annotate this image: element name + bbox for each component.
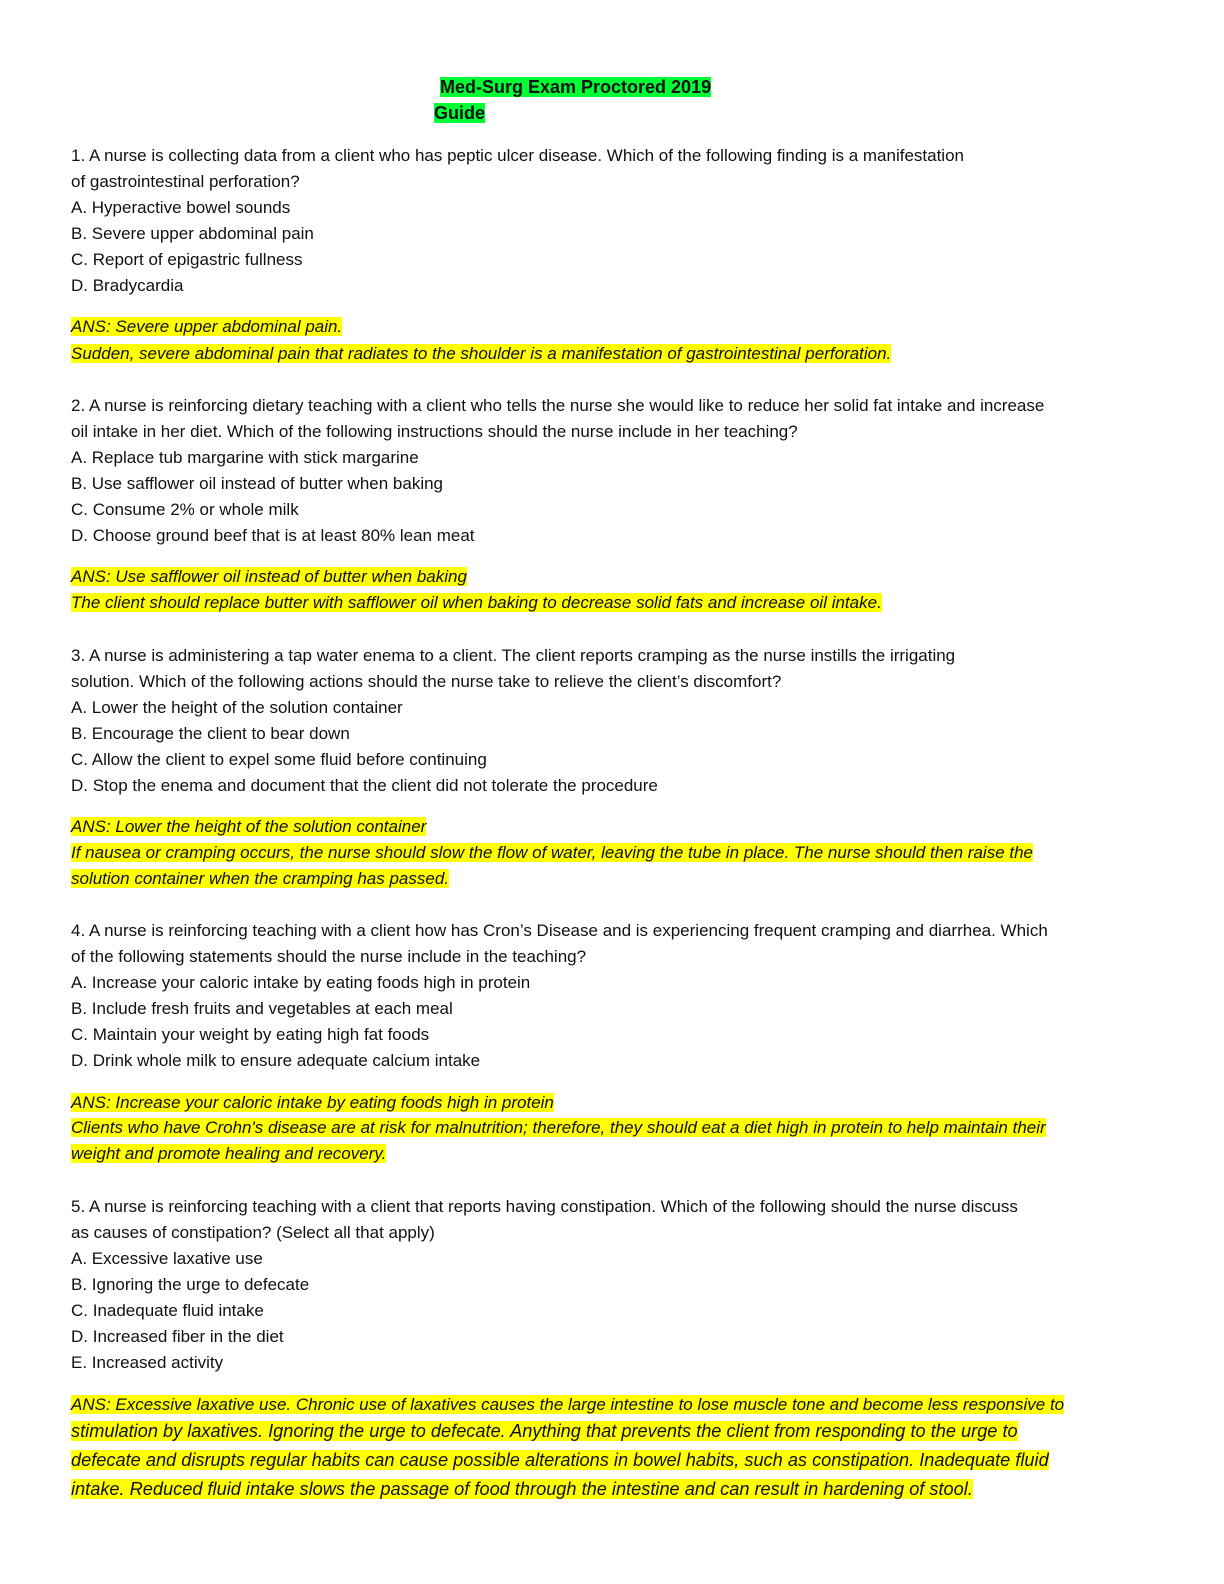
question-2-option-d: D. Choose ground beef that is at least 80% lean meat [71, 526, 475, 545]
question-2-option-c: C. Consume 2% or whole milk [71, 500, 299, 519]
question-1-option-d: D. Bradycardia [71, 276, 184, 295]
question-2-stem-line-1: 2. A nurse is reinforcing dietary teaching with a client who tells the nurse she would like to reduce her solid fat intake and increase [71, 396, 1045, 415]
question-3-answer-line-3: solution container when the cramping has passed. [71, 869, 450, 888]
question-4-answer-line-3: weight and promote healing and recovery. [71, 1144, 387, 1163]
question-5-option-a: A. Excessive laxative use [71, 1249, 263, 1268]
question-3-stem-line-2: solution. Which of the following actions should the nurse take to relieve the client’s discomfort? [71, 672, 782, 691]
question-1-answer-line-2: Sudden, severe abdominal pain that radiates to the shoulder is a manifestation of gastrointestinal perforation. [71, 344, 892, 363]
question-4-option-a: A. Increase your caloric intake by eating foods high in protein [71, 973, 531, 992]
question-3-option-d: D. Stop the enema and document that the client did not tolerate the procedure [71, 776, 658, 795]
question-4-stem-line-2: of the following statements should the nurse include in the teaching? [71, 947, 587, 966]
question-3-option-c: C. Allow the client to expel some fluid before continuing [71, 750, 487, 769]
question-1-stem-line-2: of gastrointestinal perforation? [71, 172, 300, 191]
question-3-option-a: A. Lower the height of the solution container [71, 698, 403, 717]
question-1-answer-line-1: ANS: Severe upper abdominal pain. [71, 317, 343, 336]
question-5-option-b: B. Ignoring the urge to defecate [71, 1275, 310, 1294]
question-4-stem-line-1: 4. A nurse is reinforcing teaching with a client how has Cron’s Disease and is experiencing frequent cramping and diarrhea. Which [71, 921, 1048, 940]
title-line-1: Med-Surg Exam Proctored 2019 [440, 77, 712, 97]
question-5-option-c: C. Inadequate fluid intake [71, 1301, 264, 1320]
question-2-answer-line-1: ANS: Use safflower oil instead of butter when baking [71, 567, 467, 586]
question-5-option-e: E. Increased activity [71, 1353, 224, 1372]
question-4-option-c: C. Maintain your weight by eating high fat foods [71, 1025, 430, 1044]
question-5-option-d: D. Increased fiber in the diet [71, 1327, 284, 1346]
question-3-answer-line-1: ANS: Lower the height of the solution container [71, 817, 427, 836]
question-3-answer-line-2: If nausea or cramping occurs, the nurse should slow the flow of water, leaving the tube in place. The nurse should then raise the [71, 843, 1034, 862]
title-line-2: Guide [434, 103, 486, 123]
question-2-answer-line-2: The client should replace butter with safflower oil when baking to decrease solid fats and increase oil intake. [71, 593, 882, 612]
question-5-answer-line-1: ANS: Excessive laxative use. Chronic use of laxatives causes the large intestine to lose muscle tone and become less responsive to [71, 1395, 1065, 1414]
question-5-answer-line-4: intake. Reduced fluid intake slows the passage of food through the intestine and can result in hardening of stool. [71, 1479, 973, 1499]
question-5-stem-line-1: 5. A nurse is reinforcing teaching with a client that reports having constipation. Which of the following should the nurse discuss [71, 1197, 1018, 1216]
question-2-option-a: A. Replace tub margarine with stick margarine [71, 448, 419, 467]
question-1-stem-line-1: 1. A nurse is collecting data from a client who has peptic ulcer disease. Which of the following finding is a manifestation [71, 146, 964, 165]
question-1-option-c: C. Report of epigastric fullness [71, 250, 303, 269]
question-3-stem-line-1: 3. A nurse is administering a tap water enema to a client. The client reports cramping as the nurse instills the irrigating [71, 646, 956, 665]
question-1-option-a: A. Hyperactive bowel sounds [71, 198, 291, 217]
question-4-answer-line-2: Clients who have Crohn's disease are at risk for malnutrition; therefore, they should eat a diet high in protein to help maintain their [71, 1118, 1046, 1137]
question-4-option-b: B. Include fresh fruits and vegetables at each meal [71, 999, 453, 1018]
question-1-option-b: B. Severe upper abdominal pain [71, 224, 314, 243]
question-2-option-b: B. Use safflower oil instead of butter when baking [71, 474, 444, 493]
question-5-answer-line-2: stimulation by laxatives. Ignoring the urge to defecate. Anything that prevents the client from responding to the urge to [71, 1421, 1018, 1441]
question-5-answer-line-3: defecate and disrupts regular habits can cause possible alterations in bowel habits, such as constipation. Inadequate fluid [71, 1450, 1049, 1470]
question-2-stem-line-2: oil intake in her diet. Which of the following instructions should the nurse include in her teaching? [71, 422, 798, 441]
question-3-option-b: B. Encourage the client to bear down [71, 724, 350, 743]
question-4-option-d: D. Drink whole milk to ensure adequate calcium intake [71, 1051, 481, 1070]
question-5-stem-line-2: as causes of constipation? (Select all that apply) [71, 1223, 435, 1242]
question-4-answer-line-1: ANS: Increase your caloric intake by eating foods high in protein [71, 1093, 554, 1112]
